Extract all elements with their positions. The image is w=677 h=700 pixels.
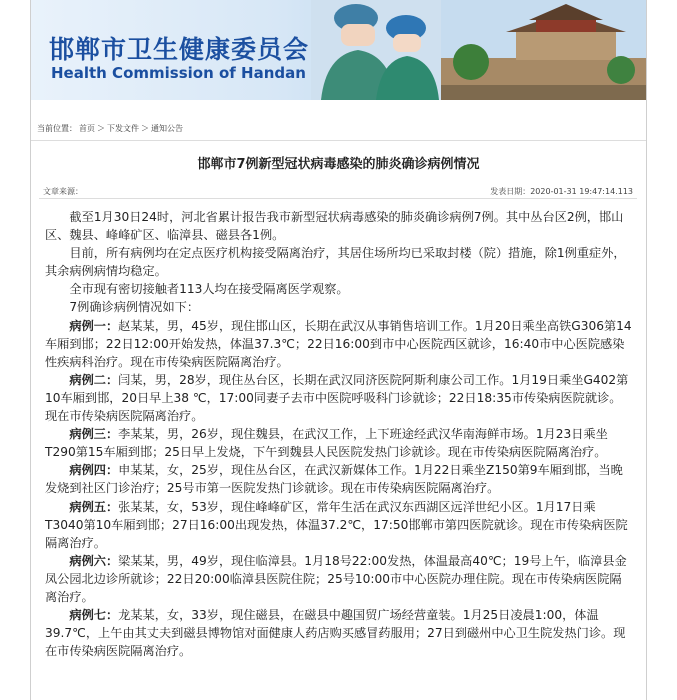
header-banner (31, 0, 646, 100)
case-label: 病例六： (69, 553, 119, 568)
case-item (45, 498, 633, 552)
case-item (45, 461, 633, 497)
case-label: 病例二： (69, 372, 119, 387)
paragraph: 全市现有密切接触者113人均在接受隔离医学观察。 (69, 282, 349, 297)
publish-time: 发表日期：2020-01-31 19:47:14.113 (490, 187, 633, 196)
article (31, 140, 646, 700)
breadcrumb-item-documents[interactable]: 下发文件 (107, 124, 139, 133)
case-text: 张某某，女，53岁，现住峰峰矿区，常年生活在武汉东西湖区远洋世纪小区。1月17日乘T3040第10车厢到邯；27日16:00出现发热，体温37.2℃，17:50邯郸市第四医院就诊。现在市传染病医院隔离治疗。 (45, 499, 628, 550)
breadcrumb-separator: ＞ (141, 124, 149, 133)
breadcrumb-label: 当前位置： (37, 124, 77, 133)
article-source: 文章来源： (43, 187, 83, 196)
divider (39, 198, 637, 199)
case-label: 病例一： (69, 318, 119, 333)
case-text: 李某某，男，26岁，现住魏县，在武汉工作，上下班途经武汉华南海鲜市场。1月23日乘坐T290第15车厢到邯；25日早上发烧，下午到魏县人民医院发热门诊就诊。现在市传染病医院隔离治疗。 (45, 427, 608, 460)
case-label: 病例五： (69, 499, 119, 514)
breadcrumb-item-home[interactable]: 首页 (79, 124, 95, 133)
paragraph: 7例确诊病例情况如下： (69, 300, 200, 315)
case-item (45, 317, 633, 371)
case-item (45, 552, 633, 606)
case-text: 梁某某，男，49岁，现住临漳县。1月18号22:00发热，体温最高40℃；19号上午，临漳县金凤公园北边诊所就诊；22日20:00临漳县医院住院；25号10:00市中心医院办理住院。现在市传染病医院隔离治疗。 (45, 553, 627, 604)
case-label: 病例四： (69, 463, 119, 478)
breadcrumb (31, 120, 646, 138)
case-item (45, 371, 633, 425)
case-item (45, 606, 633, 660)
case-label: 病例七： (69, 608, 119, 623)
article-title: 邯郸市7例新型冠状病毒感染的肺炎确诊病例情况 (197, 157, 480, 172)
paragraph: 截至1月30日24时，河北省累计报告我市新型冠状病毒感染的肺炎确诊病例7例。其中丛台区2例，邯山区、魏县、峰峰矿区、临漳县、磁县各1例。 (45, 210, 624, 243)
case-item (45, 425, 633, 461)
paragraph: 目前，所有病例均在定点医疗机构接受隔离治疗，其居住场所均已采取封楼（院）措施，除1例重症外，其余病例病情均稳定。 (45, 246, 626, 279)
case-text: 龙某某，女，33岁，现住磁县，在磁县中趣国贸广场经营童装。1月25日凌晨1:00，体温39.7℃，上午由其丈夫到磁县博物馆对面健康人药店购买感冒药服用；27日到磁州中心卫生院发热门诊。现在市传染病医院隔离治疗。 (45, 608, 626, 659)
page-frame (30, 0, 647, 700)
breadcrumb-separator: ＞ (97, 124, 105, 133)
case-text: 闫某，男，28岁，现住丛台区，长期在武汉同济医院阿斯利康公司工作。1月19日乘坐G402第10车厢到邯，20日早上38 ℃，17:00同妻子去市中医院呼吸科门诊就诊；22日18:35市传染病医院就诊。现在市传染病医院隔离治疗。 (45, 372, 629, 424)
breadcrumb-item-notices[interactable]: 通知公告 (151, 124, 183, 133)
site-title-en: Health Commission of Handan (51, 64, 306, 82)
case-text: 申某某，女，25岁，现住丛台区，在武汉新媒体工作。1月22日乘坐Z150第9车厢到邯，当晚发烧到社区门诊治疗；25号市第一医院发热门诊就诊。现在市传染病医院隔离治疗。 (45, 463, 623, 496)
case-text: 赵某某，男，45岁，现住邯山区，长期在武汉从事销售培训工作。1月20日乘坐高铁G306第14车厢到邯；22日12:00开始发热，体温37.3℃；22日16:00到市中心医院西区就诊，16:40市中心医院感染性疾病科治疗。现在市传染病医院隔离治疗。 (45, 318, 632, 369)
case-label: 病例三： (69, 427, 119, 442)
site-title-cn: 邯郸市卫生健康委员会 (49, 35, 310, 64)
banner-image (301, 0, 646, 100)
article-body (45, 208, 633, 660)
